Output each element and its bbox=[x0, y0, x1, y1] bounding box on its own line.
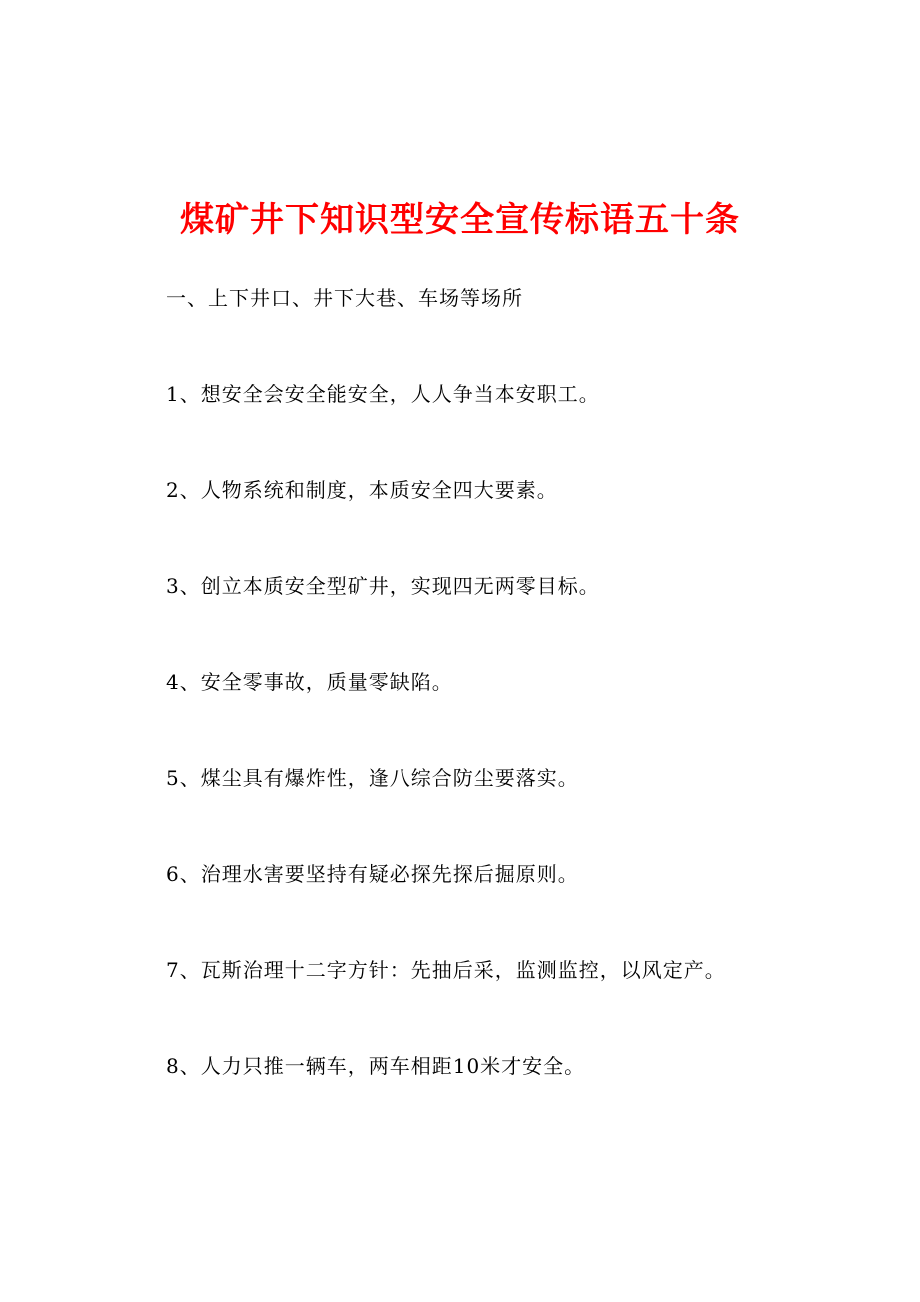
slogan-item-7: 7、瓦斯治理十二字方针：先抽后采，监测监控，以风定产。 bbox=[166, 958, 726, 982]
slogan-item-2: 2、人物系统和制度，本质安全四大要素。 bbox=[166, 478, 558, 502]
slogan-item-1: 1、想安全会安全能安全，人人争当本安职工。 bbox=[166, 382, 600, 406]
slogan-item-5: 5、煤尘具有爆炸性，逢八综合防尘要落实。 bbox=[166, 766, 579, 790]
slogan-item-8: 8、人力只推一辆车，两车相距10米才安全。 bbox=[166, 1054, 586, 1078]
section-heading: 一、上下井口、井下大巷、车场等场所 bbox=[166, 286, 523, 310]
slogan-item-6: 6、治理水害要坚持有疑必探先探后掘原则。 bbox=[166, 862, 579, 886]
slogan-item-3: 3、创立本质安全型矿井，实现四无两零目标。 bbox=[166, 574, 600, 598]
slogan-item-4: 4、安全零事故，质量零缺陷。 bbox=[166, 670, 453, 694]
document-title: 煤矿井下知识型安全宣传标语五十条 bbox=[180, 200, 740, 240]
